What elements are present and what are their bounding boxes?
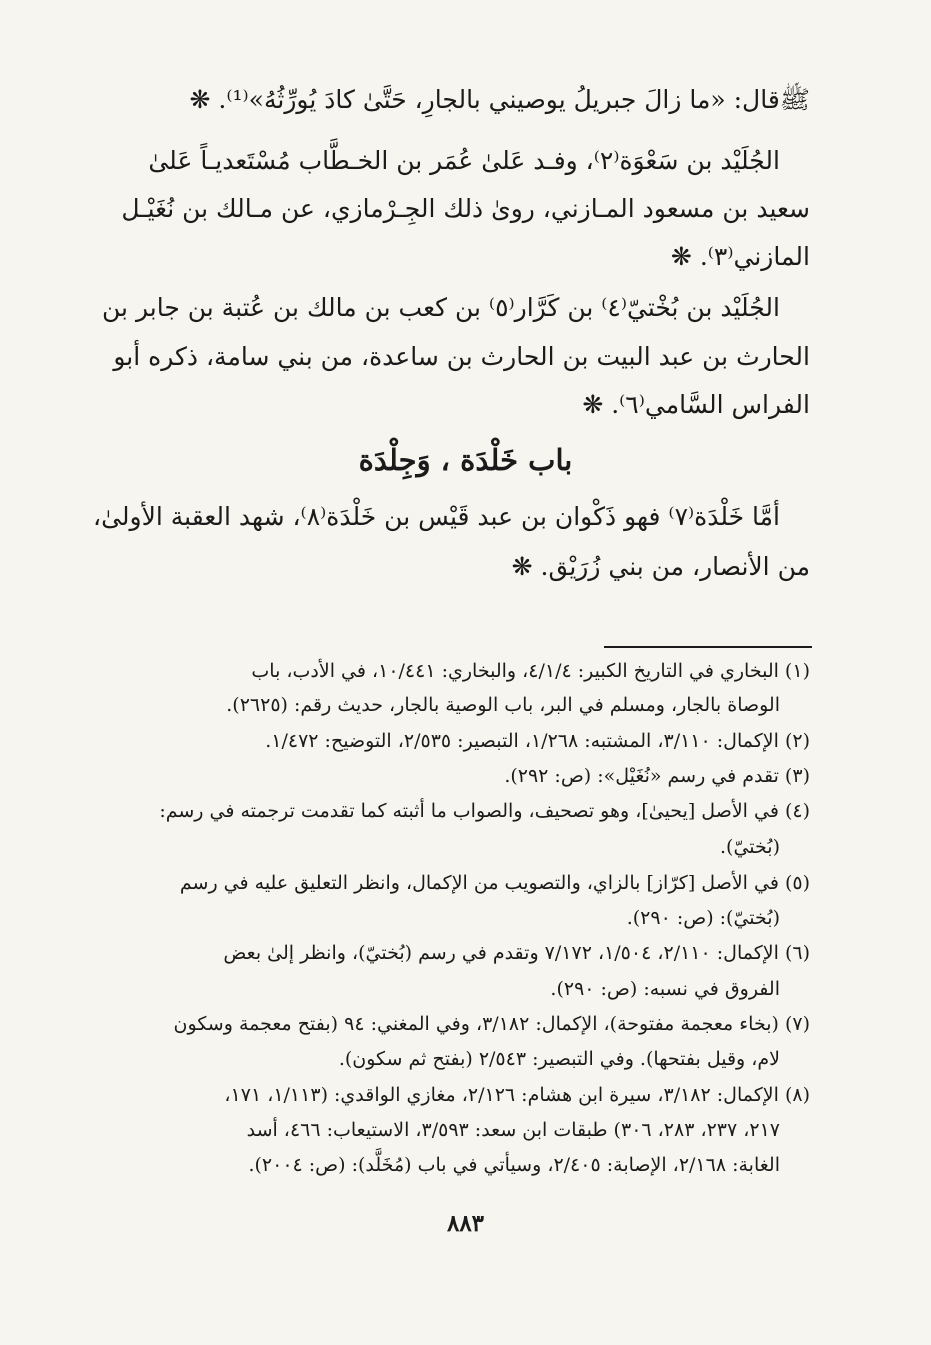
text-line: من الأنصار، من بني زُرَيْق. ❋ — [511, 552, 810, 581]
footnote-line: الوصاة بالجار، ومسلم في البر، باب الوصية بالجار، حديث رقم: (٢٦٢٥). — [226, 694, 780, 716]
text-line: المازني⁽٣⁾. ❋ — [670, 242, 810, 271]
footnote-line: (بُختيّ): (ص: ٢٩٠). — [626, 907, 780, 929]
footnote-line: (٤) في الأصل [يحيىٰ]، وهو تصحيف، والصواب ما أثبته كما تقدمت ترجمته في رسم: — [159, 800, 810, 822]
text-line: ﷺقال: «ما زالَ جبريلُ يوصيني بالجارِ، حَتَّىٰ كادَ يُورِّثُهُ»⁽¹⁾. ❋ — [189, 85, 810, 114]
text-line: الفراس السَّامي⁽٦⁾. ❋ — [582, 390, 810, 419]
footnote-line: الفروق في نسبه: (ص: ٢٩٠). — [550, 978, 780, 1000]
footnote-line: (٢) الإكمال: ٣/١١٠، المشتبه: ١/٢٦٨، التبصير: ٢/٥٣٥، التوضيح: ١/٤٧٢. — [265, 730, 810, 752]
footnote-line: (٧) (بخاء معجمة مفتوحة)، الإكمال: ٣/١٨٢، وفي المغني: ٩٤ (بفتح معجمة وسكون — [173, 1013, 810, 1035]
text-line: الجُلَيْد بن سَعْوَة⁽٢⁾، وفـد عَلىٰ عُمَر بن الخـطَّاب مُسْتَعديـاً عَلىٰ — [148, 146, 780, 175]
footnote-line: (٨) الإكمال: ٣/١٨٢، سيرة ابن هشام: ٢/١٢٦، مغازي الواقدي: (١/١١٣، ١٧١، — [224, 1084, 810, 1106]
footnote-line: لام، وقيل بفتحها). وفي التبصير: ٢/٥٤٣ (بفتح ثم سكون). — [338, 1048, 780, 1070]
footnote-line: (١) البخاري في التاريخ الكبير: ٤/١/٤، والبخاري: ١٠/٤٤١، في الأدب، باب — [251, 660, 810, 682]
text-line: سعيد بن مسعود المـازني، روىٰ ذلك الجِـرْمازي، عن مـالك بن نُغَيْـل — [121, 194, 810, 223]
text-line: أمَّا خَلْدَة⁽٧⁾ فهو ذَكْوان بن عبد قَيْس بن خَلْدَة⁽٨⁾، شهد العقبة الأولىٰ، — [93, 502, 780, 531]
footnote-line: ٢١٧، ٢٣٧، ٢٨٣، ٣٠٦) طبقات ابن سعد: ٣/٥٩٣، الاستيعاب: ٤٦٦، أسد — [246, 1119, 780, 1141]
footnote-line: (٣) تقدم في رسم «نُغَيْل»: (ص: ٢٩٢). — [504, 765, 810, 787]
section-heading: باب خَلْدَة ، وَجِلْدَة — [358, 443, 573, 477]
page-number: ٨٨٣ — [446, 1210, 485, 1237]
text-line: الحارث بن عبد البيت بن الحارث بن ساعدة، من بني سامة، ذكره أبو — [113, 342, 810, 371]
footnote-line: (٦) الإكمال: ٢/١١٠، ١/٥٠٤، ٧/١٧٢ وتقدم في رسم (بُختيّ)، وانظر إلىٰ بعض — [223, 942, 810, 964]
footnote-line: (٥) في الأصل [كرّاز] بالزاي، والتصويب من الإكمال، وانظر التعليق عليه في رسم — [179, 872, 810, 894]
footnote-line: (بُختيّ). — [720, 836, 780, 858]
footnote-line: الغابة: ٢/١٦٨، الإصابة: ٢/٤٠٥، وسيأتي في باب (مُخَلَّد): (ص: ٢٠٠٤). — [248, 1154, 780, 1176]
footnote-divider — [604, 646, 812, 648]
text-line: الجُلَيْد بن بُخْتيّ⁽٤⁾ بن كَرَّار⁽٥⁾ بن كعب بن مالك بن عُتبة بن جابر بن — [102, 293, 780, 322]
